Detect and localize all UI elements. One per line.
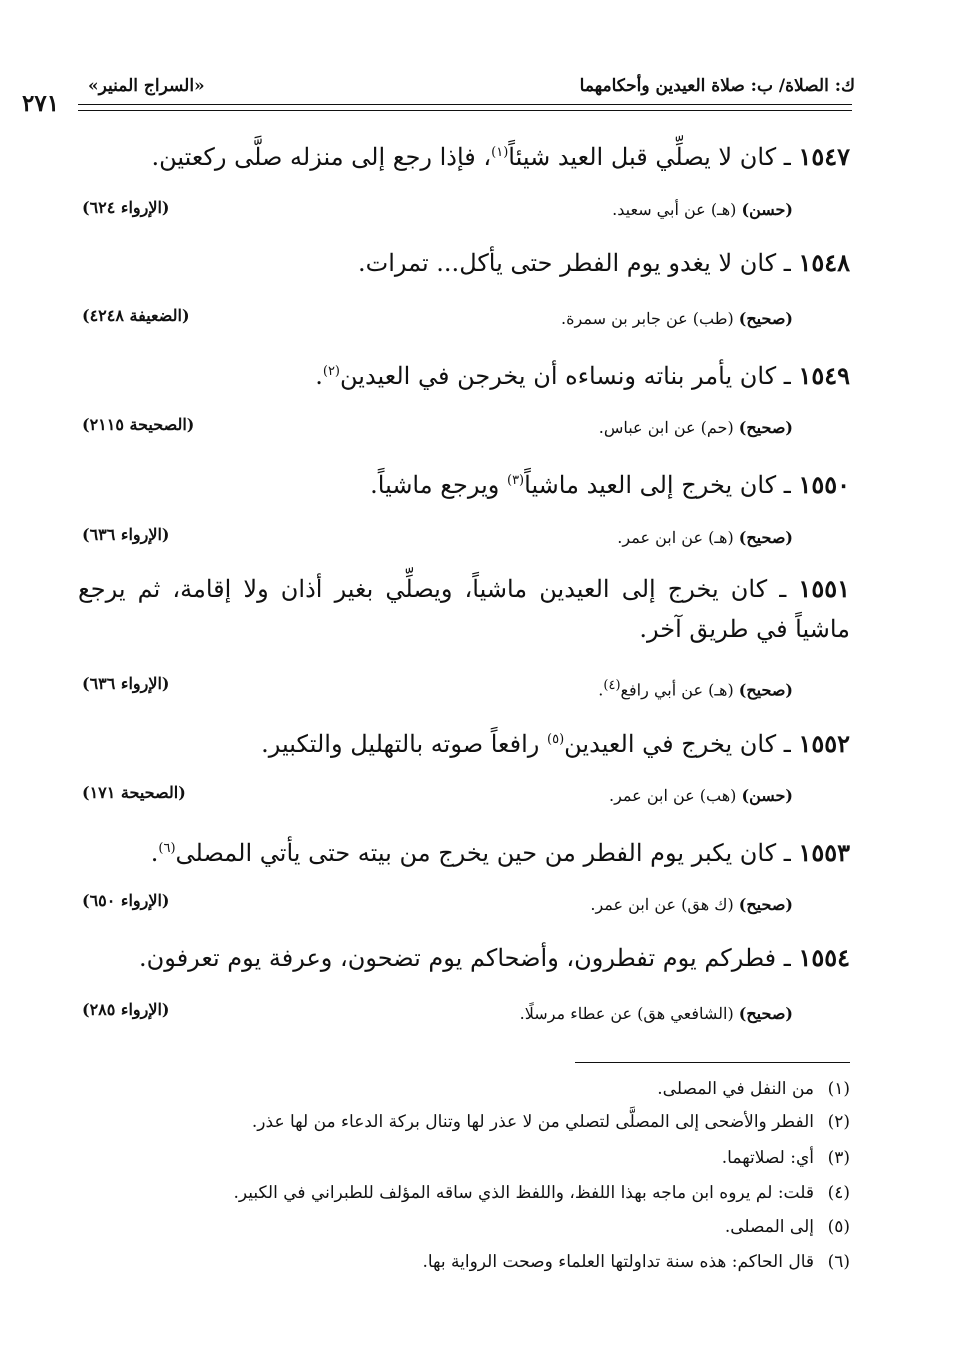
grade: (صحيح) <box>738 528 793 547</box>
hadith-number: ١٥٥٣ <box>798 838 850 867</box>
footnote-2 <box>252 1112 850 1132</box>
footnote-text: قال الحاكم: هذه سنة تداولتها العلماء وصحت الرواية بها. <box>422 1252 814 1272</box>
footnote-text: من النفل في المصلى. <box>657 1079 814 1099</box>
hadith-1553: ١٥٥٣ ـ كان يكبر يوم الفطر من حين يخرج من بيته حتى يأتي المصلى$^{(٦)}$. <box>150 838 850 867</box>
footnote-5 <box>725 1217 850 1237</box>
grade: (حسن) <box>741 200 793 219</box>
hadith-1550: ١٥٥٠ ـ كان يخرج إلى العيد ماشياً$^{(٣)}$ ويرجع ماشياً. <box>370 470 850 499</box>
hadith-source-1553 <box>590 895 793 914</box>
hadith-source-1551: (صحيح) (هـ) عن أبي رافع$^{(٤)}$. <box>598 678 793 700</box>
hadith-1549: ١٥٤٩ ـ كان يأمر بناته ونساءه أن يخرجن في العيدين$^{(٢)}$. <box>315 361 850 390</box>
hadith-source-1548 <box>561 309 793 328</box>
hadith-text-tail: ويرجع ماشياً. <box>370 471 507 499</box>
cross-reference-1554: (الإرواء ٢٨٥) <box>82 1000 170 1019</box>
hadith-number: ١٥٤٩ <box>798 361 850 390</box>
hadith-number: ١٥٥٤ <box>798 943 850 972</box>
hadith-number: ١٥٥١ <box>798 574 850 603</box>
footnote-6 <box>422 1252 850 1272</box>
hadith-text: كان يخرج في العيدين <box>564 730 777 758</box>
hadith-text: كان لا يصلِّي قبل العيد شيئاً <box>508 143 777 171</box>
hadith-text: كان يكبر يوم الفطر من حين يخرج من بيته حتى يأتي المصلى <box>175 839 777 867</box>
chapter-header: ك: الصلاة/ ب: صلاة العيدين وأحكامهما <box>579 76 855 96</box>
footnote-marker: (٦) <box>158 841 176 856</box>
cross-reference-1549: (الصحيحة ٢١١٥) <box>82 415 195 434</box>
cross-reference-1551: (الإرواء ٦٣٦) <box>82 674 170 693</box>
grade: (صحيح) <box>738 1004 793 1023</box>
grade: (صحيح) <box>738 418 793 437</box>
hadith-text: كان يخرج إلى العيدين ماشياً، ويصلِّي بغير أذان ولا إقامة، ثم يرجع ماشياً في طريق آخر. <box>78 575 850 643</box>
book-title-header: «السراج المنير» <box>88 76 205 96</box>
footnote-number: (٢) <box>827 1112 850 1132</box>
header-rule-top <box>78 104 852 105</box>
hadith-1551: ١٥٥١ ـ كان يخرج إلى العيدين ماشياً، ويصلِّي بغير أذان ولا إقامة، ثم يرجع ماشياً في طريق آخر. <box>78 574 850 643</box>
source-text: (هـ) عن أبي سعيد. <box>612 200 737 219</box>
cross-reference-1550: (الإرواء ٦٣٦) <box>82 525 170 544</box>
source-text: (طب) عن جابر بن سمرة. <box>561 309 734 328</box>
hadith-text-tail: . <box>315 362 323 390</box>
grade: (صحيح) <box>738 895 793 914</box>
hadith-number: ١٥٤٧ <box>798 142 850 171</box>
hadith-text-tail: رافعاً صوته بالتهليل والتكبير. <box>261 730 547 758</box>
hadith-text: كان لا يغدو يوم الفطر حتى يأكل... تمرات. <box>357 249 777 277</box>
footnote-separator <box>575 1062 850 1063</box>
hadith-number: ١٥٤٨ <box>798 248 850 277</box>
hadith-1547: ١٥٤٧ ـ كان لا يصلِّي قبل العيد شيئاً$^{(١)}$، فإذا رجع إلى منزله صلَّى ركعتين. <box>151 142 850 171</box>
hadith-text: فطركم يوم تفطرون، وأضحاكم يوم تضحون، وعرفة يوم تعرفون. <box>139 944 777 972</box>
footnote-number: (٥) <box>827 1217 850 1237</box>
source-text: (الشافعي هق) عن عطاء مرسلًا. <box>519 1004 734 1023</box>
hadith-number: ١٥٥٢ <box>798 729 850 758</box>
page-number: ٢٧١ <box>22 90 60 117</box>
hadith-1554: ١٥٥٤ ـ فطركم يوم تفطرون، وأضحاكم يوم تضحون، وعرفة يوم تعرفون. <box>139 943 850 972</box>
footnote-number: (٦) <box>827 1252 850 1272</box>
hadith-source-1552 <box>609 786 793 805</box>
footnote-number: (١) <box>827 1079 850 1099</box>
grade: (صحيح) <box>738 309 793 328</box>
source-text: (هـ) عن ابن عمر. <box>617 528 734 547</box>
grade: (حسن) <box>741 786 793 805</box>
hadith-number: ١٥٥٠ <box>798 470 850 499</box>
hadith-source-1547 <box>612 200 793 219</box>
hadith-source-1550 <box>617 528 793 547</box>
footnote-3 <box>722 1148 850 1168</box>
grade: (صحيح) <box>738 680 793 700</box>
footnote-1 <box>657 1079 850 1099</box>
hadith-1548: ١٥٤٨ ـ كان لا يغدو يوم الفطر حتى يأكل... تمرات. <box>357 248 850 277</box>
footnote-marker: (١) <box>491 145 509 160</box>
footnote-4 <box>234 1183 851 1203</box>
hadith-source-1554 <box>520 1004 793 1023</box>
footnote-number: (٣) <box>827 1148 850 1168</box>
source-text: (حم) عن ابن عباس. <box>598 418 734 437</box>
cross-reference-1553: (الإرواء ٦٥٠) <box>82 891 170 910</box>
cross-reference-1547: (الإرواء ٦٢٤) <box>82 198 170 217</box>
footnote-number: (٤) <box>827 1183 850 1203</box>
hadith-1552: ١٥٥٢ ـ كان يخرج في العيدين$^{(٥)}$ رافعاً صوته بالتهليل والتكبير. <box>261 729 850 758</box>
footnote-text: الفطر والأضحى إلى المصلَّى لتصلي من لا عذر لها وتنال بركة الدعاء من لها عذر. <box>251 1112 814 1132</box>
header-rule-bottom <box>78 110 852 111</box>
footnote-marker: (٣) <box>506 473 525 488</box>
source-text: (هـ) عن أبي رافع <box>620 680 734 700</box>
footnote-marker: (٢) <box>322 364 340 379</box>
hadith-source-1549 <box>599 418 793 437</box>
hadith-text-tail: ، فإذا رجع إلى منزله صلَّى ركعتين. <box>151 143 492 171</box>
hadith-text: كان يأمر بناته ونساءه أن يخرجن في العيدين <box>340 362 777 390</box>
cross-reference-1548: (الضعيفة ٤٢٤٨) <box>82 306 190 325</box>
cross-reference-1552: (الصحيحة ١٧١) <box>82 783 186 802</box>
source-text: (هب) عن ابن عمر. <box>609 786 737 805</box>
footnote-marker: (٥) <box>547 732 565 747</box>
source-text: (ك هق) عن ابن عمر. <box>590 895 734 914</box>
footnote-text: أي: لصلاتهما. <box>721 1148 814 1168</box>
footnote-text: قلت: لم يروه ابن ماجه بهذا اللفظ، واللفظ الذي ساقه المؤلف للطبراني في الكبير. <box>233 1183 814 1203</box>
footnote-text: إلى المصلى. <box>724 1217 814 1237</box>
hadith-text: كان يخرج إلى العيد ماشياً <box>524 471 777 499</box>
footnote-marker: (٤) <box>603 678 621 693</box>
hadith-text-tail: . <box>150 839 159 867</box>
